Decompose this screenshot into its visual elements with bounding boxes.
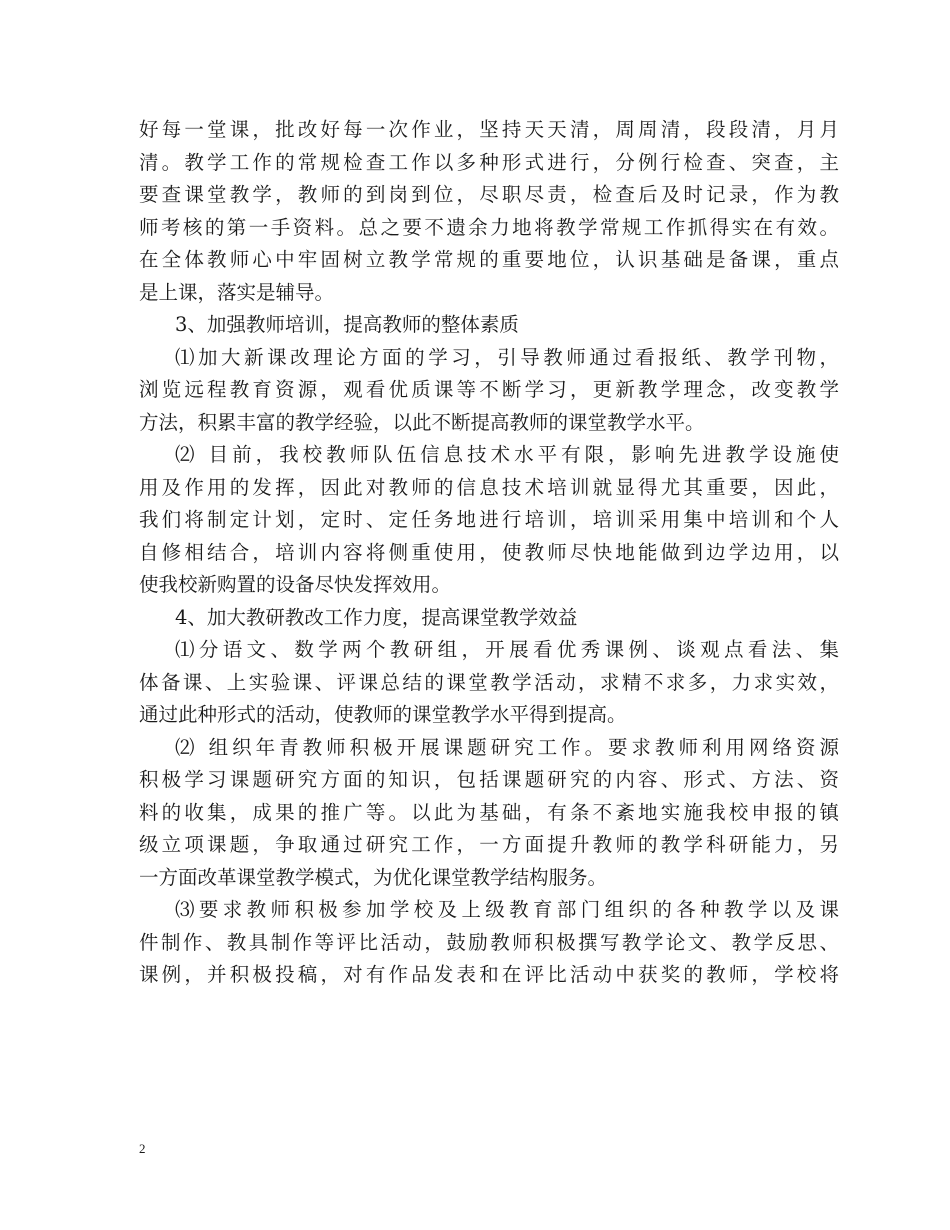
text-line: 课例，并积极投稿，对有作品发表和在评比活动中获奖的教师，学校将 (139, 963, 839, 986)
text-line: 使我校新购置的设备尽快发挥效用。 (139, 573, 452, 596)
text-line: 积极学习课题研究方面的知识，包括课题研究的内容、形式、方法、资 (139, 768, 839, 791)
text-line: 是上课，落实是辅导。 (139, 280, 335, 304)
text-line: 用及作用的发挥，因此对教师的信息技术培训就显得尤其重要，因此， (139, 475, 839, 499)
text-line: 我们将制定计划，定时、定任务地进行培训，培训采用集中培训和个人 (139, 508, 839, 531)
text-line: 方法，积累丰富的教学经验，以此不断提高教师的课堂教学水平。 (139, 410, 705, 434)
text-line: 自修相结合，培训内容将侧重使用，使教师尽快地能做到边学边用，以 (139, 540, 839, 564)
section-heading: 4、加大教研教改工作力度，提高课堂教学效益 (175, 605, 578, 629)
text-line: 料的收集，成果的推广等。以此为基础，有条不紊地实施我校申报的镇 (139, 800, 839, 824)
text-line: ⑵ 目前，我校教师队伍信息技术水平有限，影响先进教学设施使 (175, 443, 839, 466)
text-line: 体备课、上实验课、评课总结的课堂教学活动，求精不求多，力求实效， (139, 670, 839, 694)
text-line: 好每一堂课，批改好每一次作业，坚持天天清，周周清，段段清，月月 (139, 118, 839, 141)
text-line: ⑶要求教师积极参加学校及上级教育部门组织的各种教学以及课 (175, 898, 839, 921)
text-line: 一方面改革课堂教学模式，为优化课堂教学结构服务。 (139, 865, 608, 889)
text-line: 浏览远程教育资源，观看优质课等不断学习，更新教学理念，改变教学 (139, 378, 839, 401)
text-line: 清。教学工作的常规检查工作以多种形式进行，分例行检查、突查，主 (139, 150, 839, 174)
text-line: 师考核的第一手资料。总之要不遗余力地将教学常规工作抓得实在有效。 (139, 215, 839, 239)
text-line: 件制作、教具制作等评比活动，鼓励教师积极撰写教学论文、教学反思、 (139, 930, 839, 954)
section-heading: 3、加强教师培训，提高教师的整体素质 (175, 313, 519, 336)
page-number: 2 (139, 1141, 146, 1156)
text-line: ⑴加大新课改理论方面的学习，引导教师通过看报纸、教学刊物， (175, 345, 839, 369)
text-line: 级立项课题，争取通过研究工作，一方面提升教师的教学科研能力，另 (139, 833, 839, 856)
text-line: ⑴分语文、数学两个教研组，开展看优秀课例、谈观点看法、集 (175, 638, 839, 661)
text-line: 在全体教师心中牢固树立教学常规的重要地位，认识基础是备课，重点 (139, 248, 839, 271)
text-line: ⑵ 组织年青教师积极开展课题研究工作。要求教师利用网络资源 (175, 735, 839, 759)
text-line: 通过此种形式的活动，使教师的课堂教学水平得到提高。 (139, 703, 627, 726)
document-body (139, 114, 839, 992)
text-line: 要查课堂教学，教师的到岗到位，尽职尽责，检查后及时记录，作为教 (139, 183, 839, 206)
